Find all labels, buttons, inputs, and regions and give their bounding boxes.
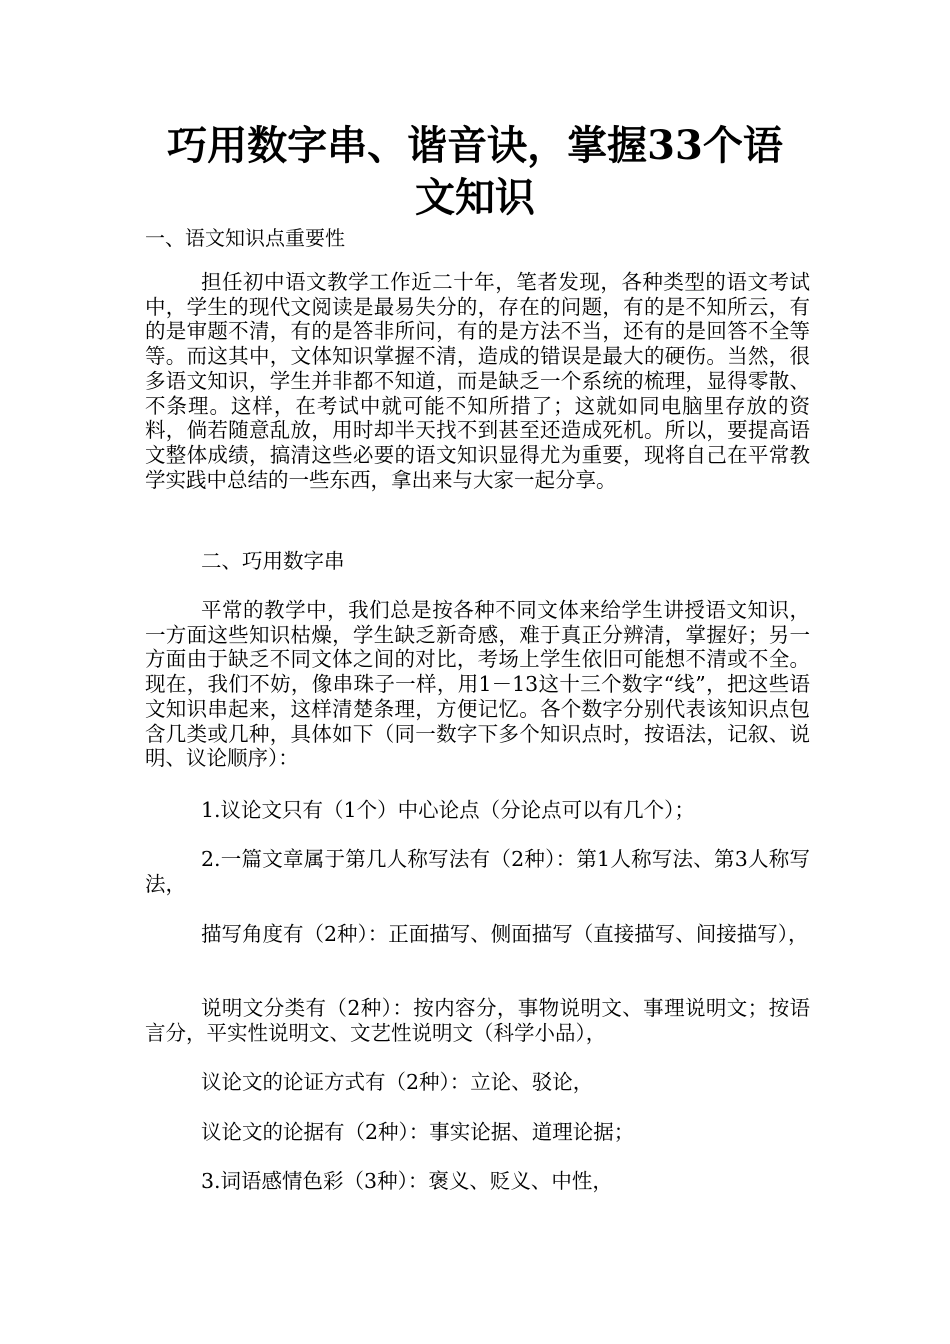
list-item: 描写角度有（2种）：正面描写、侧面描写（直接描写、间接描写）， bbox=[201, 922, 809, 946]
paragraph-intro: 担任初中语文教学工作近二十年，笔者发现，各种类型的语文考试中，学生的现代文阅读是最易失分的，存在的问题，有的是不知所云，有的是审题不清，有的是答非所问，有的是方法不当，还有的是回答不全等等。而这其中，文体知识掌握不清，造成的错误是最大的硬伤。当然，很多语文知识，学生并非都不知道，而是缺乏一个系统的梳理，显得零散、不条理。这样，在考试中就可能不知所措了；这就如同电脑里存放的资料，倘若随意乱放，用时却半天找不到甚至还造成死机。所以，要提高语文整体成绩，搞清这些必要的语文知识显得尤为重要，现将自己在平常教学实践中总结的一些东西，拿出来与大家一起分享。 bbox=[145, 270, 810, 492]
section-heading-number-strings: 二、巧用数字串 bbox=[201, 549, 345, 573]
list-item: 1.议论文只有（1个）中心论点（分论点可以有几个）； bbox=[201, 798, 695, 822]
paragraph-method: 平常的教学中，我们总是按各种不同文体来给学生讲授语文知识，一方面这些知识枯燥，学生缺乏新奇感，难于真正分辨清，掌握好；另一方面由于缺乏不同文体之间的对比，考场上学生依旧可能想不清或不全。现在，我们不妨，像串珠子一样，用1－13这十三个数字“线”，把这些语文知识串起来，这样清楚条理，方便记忆。各个数字分别代表该知识点包含几类或几种，具体如下（同一数字下多个知识点时，按语法，记叙、说明、议论顺序）： bbox=[145, 598, 810, 771]
document-title: 巧用数字串、谐音诀，掌握33个语文知识 bbox=[167, 122, 783, 221]
list-item: 议论文的论据有（2种）：事实论据、道理论据； bbox=[201, 1120, 635, 1144]
list-item: 议论文的论证方式有（2种）：立论、驳论， bbox=[201, 1070, 594, 1094]
list-item: 说明文分类有（2种）：按内容分，事物说明文、事理说明文；按语言分，平实性说明文、文艺性说明文（科学小品）， bbox=[145, 996, 810, 1045]
list-item: 3.词语感情色彩（3种）：褒义、贬义、中性， bbox=[201, 1169, 613, 1193]
section-heading-importance: 一、语文知识点重要性 bbox=[145, 226, 345, 250]
list-item: 2.一篇文章属于第几人称写法有（2种）：第1人称写法、第3人称写法， bbox=[145, 847, 810, 896]
